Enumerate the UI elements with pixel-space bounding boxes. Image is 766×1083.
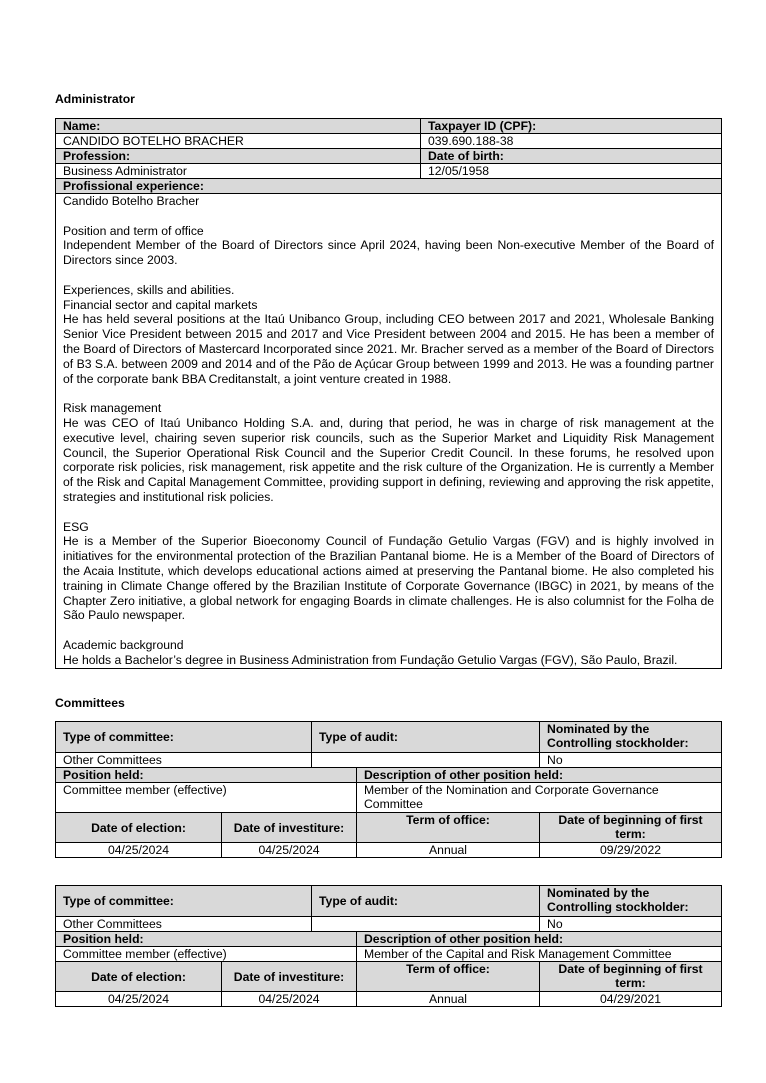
- type-of-audit-value: [312, 917, 540, 932]
- term-of-office-label: Term of office:: [357, 813, 540, 843]
- committee-table-1: [55, 721, 722, 858]
- date-investiture-value: 04/25/2024: [222, 843, 357, 858]
- financial-text: He has held several positions at the Itaú Unibanco Group, including CEO between 2017 and 2021, Wholesale Banking Senior Vice President between 2015 and 2017 and Vice President between 2004 and 2015. He has been a member of the Board of Directors of Mastercard Incorporated since 2021. Mr. Bracher served as a member of the Board of Directors of B3 S.A. between 2009 and 2014 and of the Pão de Açúcar Group between 1999 and 2013. He was a founding partner of the corporate bank BBA Creditanstalt, a joint venture created in 1988.: [63, 312, 714, 386]
- skills-heading: Experiences, skills and abilities.: [63, 282, 235, 297]
- esg-heading: ESG: [63, 519, 89, 534]
- academic-heading: Academic background: [63, 637, 184, 652]
- name-value: CANDIDO BOTELHO BRACHER: [56, 134, 421, 149]
- date-investiture-label: Date of investiture:: [222, 813, 357, 843]
- description-other-label: Description of other position held:: [357, 768, 722, 783]
- experience-label: Profissional experience:: [56, 179, 722, 194]
- committees-section-title: Committees: [55, 696, 125, 710]
- committee-table-2: [55, 885, 722, 1007]
- financial-heading: Financial sector and capital markets: [63, 297, 258, 312]
- date-first-term-value: 09/29/2022: [540, 843, 722, 858]
- position-text: Independent Member of the Board of Directors since April 2024, having been Non-executive Member of the Board of Directors since 2003.: [63, 238, 714, 268]
- term-of-office-label: Term of office:: [357, 962, 540, 992]
- type-of-audit-label: Type of audit:: [312, 886, 540, 917]
- type-of-committee-label: Type of committee:: [56, 722, 312, 753]
- date-investiture-label: Date of investiture:: [222, 962, 357, 992]
- administrator-section-title: Administrator: [55, 92, 135, 106]
- nominated-value: No: [540, 917, 722, 932]
- nominated-value: No: [540, 753, 722, 768]
- experience-text: [56, 194, 722, 669]
- position-held-label: Position held:: [56, 932, 357, 947]
- type-of-committee-value: Other Committees: [56, 917, 312, 932]
- cpf-label: Taxpayer ID (CPF):: [421, 119, 722, 134]
- type-of-committee-label: Type of committee:: [56, 886, 312, 917]
- administrator-table: [55, 118, 722, 669]
- nominated-label: Nominated by the Controlling stockholder:: [540, 886, 722, 917]
- term-of-office-value: Annual: [357, 843, 540, 858]
- position-heading: Position and term of office: [63, 223, 204, 238]
- esg-text: He is a Member of the Superior Bioeconomy Council of Fundação Getulio Vargas (FGV) and is highly involved in initiatives for the environmental protection of the Brazilian Pantanal biome. He is a Member of the Board of Directors of the Acaia Institute, which develops educational actions aimed at preserving the Pantanal biome. He also completed his training in Climate Change offered by the Brazilian Institute of Corporate Governance (IBGC) in 2021, by means of the Chapter Zero initiative, a global network for engaging Boards in climate challenges. He is also columnist for the Folha de São Paulo newspaper.: [63, 534, 714, 623]
- nominated-label: Nominated by the Controlling stockholder:: [540, 722, 722, 753]
- description-other-value: Member of the Capital and Risk Management Committee: [357, 947, 722, 962]
- type-of-audit-value: [312, 753, 540, 768]
- dob-value: 12/05/1958: [421, 164, 722, 179]
- experience-name: Candido Botelho Bracher: [63, 194, 200, 208]
- date-first-term-label: Date of beginning of first term:: [540, 813, 722, 843]
- date-first-term-value: 04/29/2021: [540, 992, 722, 1007]
- date-first-term-label: Date of beginning of first term:: [540, 962, 722, 992]
- description-other-value: Member of the Nomination and Corporate Governance Committee: [357, 783, 722, 813]
- cpf-value: 039.690.188-38: [421, 134, 722, 149]
- date-election-label: Date of election:: [56, 813, 222, 843]
- description-other-label: Description of other position held:: [357, 932, 722, 947]
- profession-label: Profession:: [56, 149, 421, 164]
- name-label: Name:: [56, 119, 421, 134]
- risk-heading: Risk management: [63, 401, 162, 416]
- academic-text: He holds a Bachelor’s degree in Business Administration from Fundação Getulio Vargas (FGV), São Paulo, Brazil.: [63, 652, 678, 667]
- risk-text: He was CEO of Itaú Unibanco Holding S.A. and, during that period, he was in charge of risk management at the executive level, chairing seven superior risk councils, such as the Superior Market and Liquidity Risk Management Council, the Superior Operational Risk Council and the Superior Credit Council. In these forums, he resolved upon corporate risk policies, risk management, risk appetite and the risk culture of the Organization. He is currently a Member of the Risk and Capital Management Committee, providing support in defining, reviewing and approving the risk appetite, strategies and institutional risk policies.: [63, 415, 714, 504]
- profession-value: Business Administrator: [56, 164, 421, 179]
- type-of-audit-label: Type of audit:: [312, 722, 540, 753]
- position-held-value: Committee member (effective): [56, 783, 357, 813]
- type-of-committee-value: Other Committees: [56, 753, 312, 768]
- date-election-label: Date of election:: [56, 962, 222, 992]
- term-of-office-value: Annual: [357, 992, 540, 1007]
- date-election-value: 04/25/2024: [56, 843, 222, 858]
- position-held-label: Position held:: [56, 768, 357, 783]
- position-held-value: Committee member (effective): [56, 947, 357, 962]
- date-election-value: 04/25/2024: [56, 992, 222, 1007]
- dob-label: Date of birth:: [421, 149, 722, 164]
- date-investiture-value: 04/25/2024: [222, 992, 357, 1007]
